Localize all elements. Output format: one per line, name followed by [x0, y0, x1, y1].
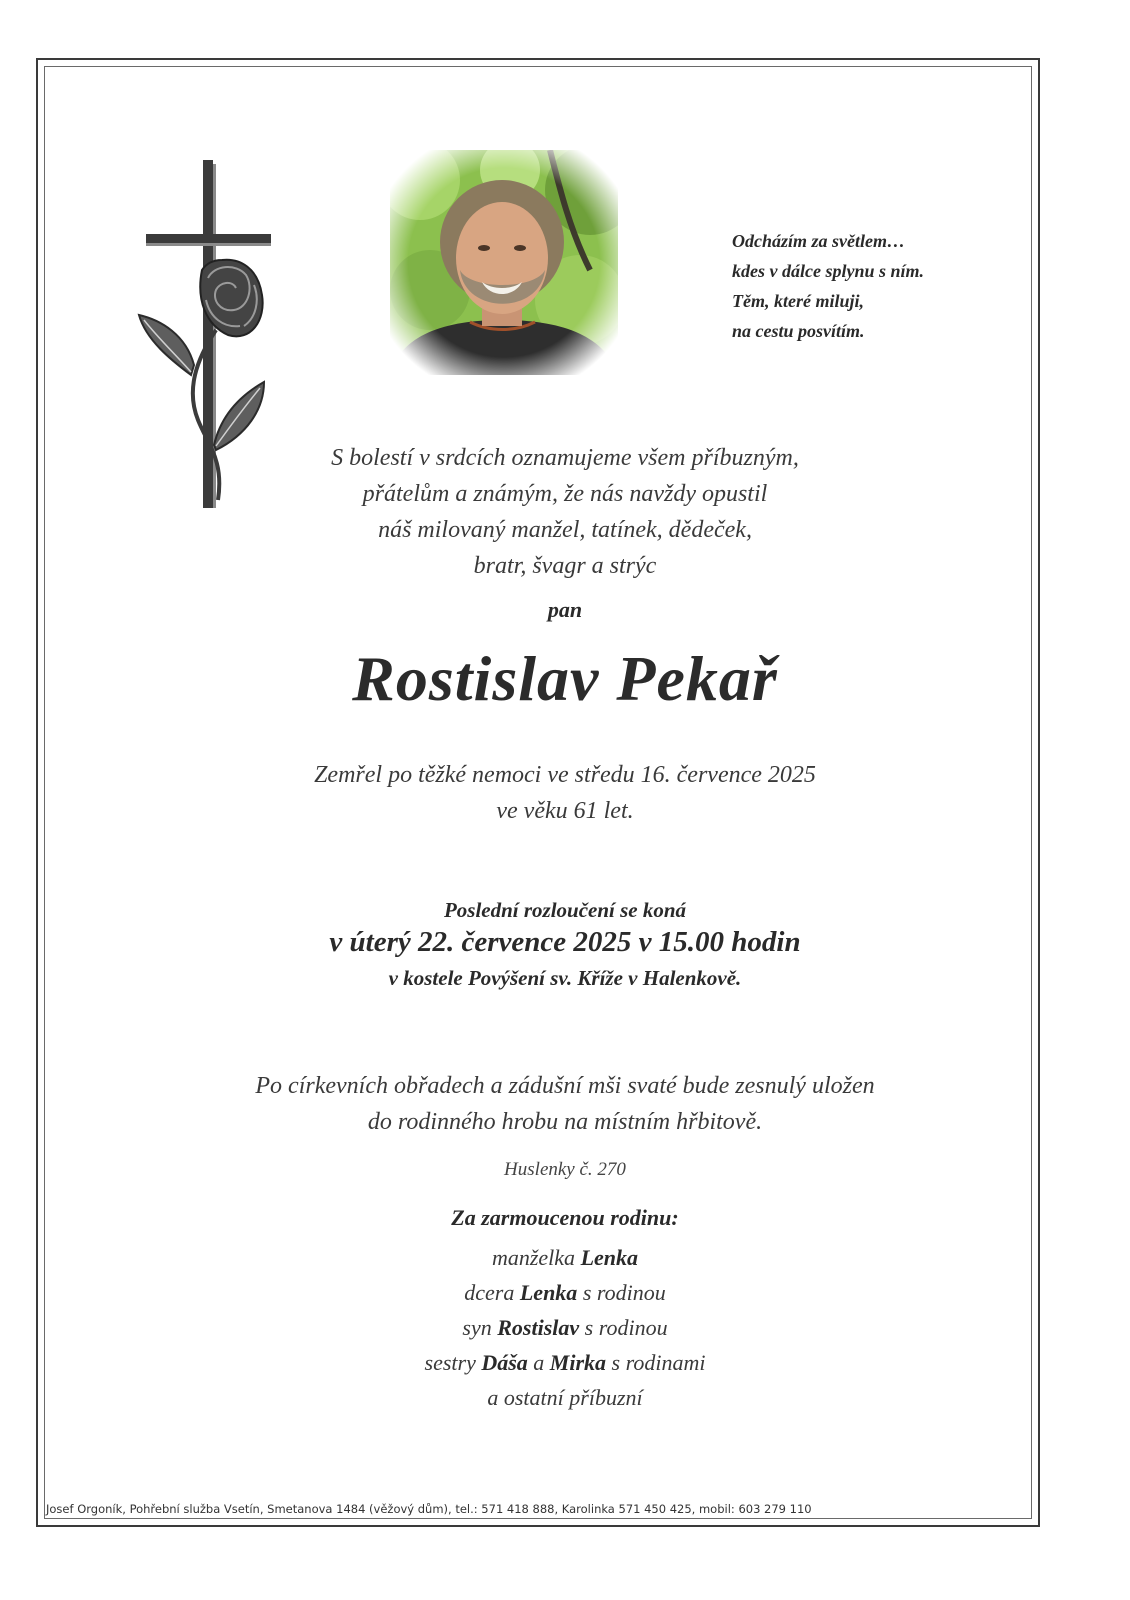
announcement-line: přátelům a známým, že nás navždy opustil: [362, 481, 768, 507]
farewell-place: v kostele Povýšení sv. Kříže v Halenkově.: [388, 966, 742, 990]
member-name: Dáša: [481, 1350, 528, 1375]
death-line: ve věku 61 let.: [496, 798, 634, 824]
member-name: Rostislav: [497, 1315, 580, 1340]
relation-label: manželka: [491, 1245, 576, 1270]
family-member-wife: [0, 1240, 1130, 1275]
verse-line: kdes v dálce splynu s ním.: [732, 261, 924, 281]
verse-line: na cestu posvítím.: [732, 321, 865, 341]
announcement-line: bratr, švagr a strýc: [473, 553, 657, 579]
member-name: Lenka: [519, 1280, 578, 1305]
family-member-son: [0, 1310, 1130, 1345]
family-member-daughter: [0, 1275, 1130, 1310]
memorial-verse: [732, 226, 1022, 346]
relation-suffix: s rodinami: [611, 1350, 706, 1375]
family-member-sisters: [0, 1345, 1130, 1380]
burial-line: do rodinného hrobu na místním hřbitově.: [367, 1109, 763, 1135]
burial-line: Po církevních obřadech a zádušní mši svaté bude zesnulý uložen: [255, 1073, 875, 1099]
announcement-line: S bolestí v srdcích oznamujeme všem příbuzným,: [331, 445, 799, 471]
announcement-line: náš milovaný manžel, tatínek, dědeček,: [378, 517, 752, 543]
honorific: pan: [547, 597, 583, 622]
relation-suffix: s rodinou: [582, 1280, 666, 1305]
burial-notice: [0, 1068, 1130, 1140]
deceased-name: Rostislav Pekař: [352, 643, 778, 714]
relation-suffix: s rodinou: [584, 1315, 668, 1340]
relation-label: sestry: [424, 1350, 476, 1375]
announcement-text: [0, 440, 1130, 584]
death-line: Zemřel po těžké nemoci ve středu 16. července 2025: [314, 762, 816, 788]
member-name: Mirka: [549, 1350, 607, 1375]
family-heading: Za zarmoucenou rodinu:: [451, 1205, 679, 1230]
relation-label: dcera: [464, 1280, 515, 1305]
family-list: [0, 1240, 1130, 1415]
funeral-service-footer: Josef Orgoník, Pohřební služba Vsetín, Smetanova 1484 (věžový dům), tel.: 571 418 888, Karolinka 571 450 425, mobil: 603 279 110: [46, 1502, 812, 1516]
farewell-heading: Poslední rozloučení se koná: [443, 898, 687, 922]
relation-label: syn: [462, 1315, 492, 1340]
family-address: Huslenky č. 270: [504, 1159, 626, 1180]
verse-line: Těm, které miluji,: [732, 291, 864, 311]
death-notice: [0, 757, 1130, 829]
verse-line: Odcházím za světlem…: [732, 231, 905, 251]
portrait-photo: [390, 150, 618, 375]
conjunction: a: [533, 1350, 545, 1375]
member-name: Lenka: [580, 1245, 639, 1270]
farewell-datetime: v úterý 22. července 2025 v 15.00 hodin: [329, 926, 801, 958]
family-others: a ostatní příbuzní: [487, 1385, 643, 1410]
